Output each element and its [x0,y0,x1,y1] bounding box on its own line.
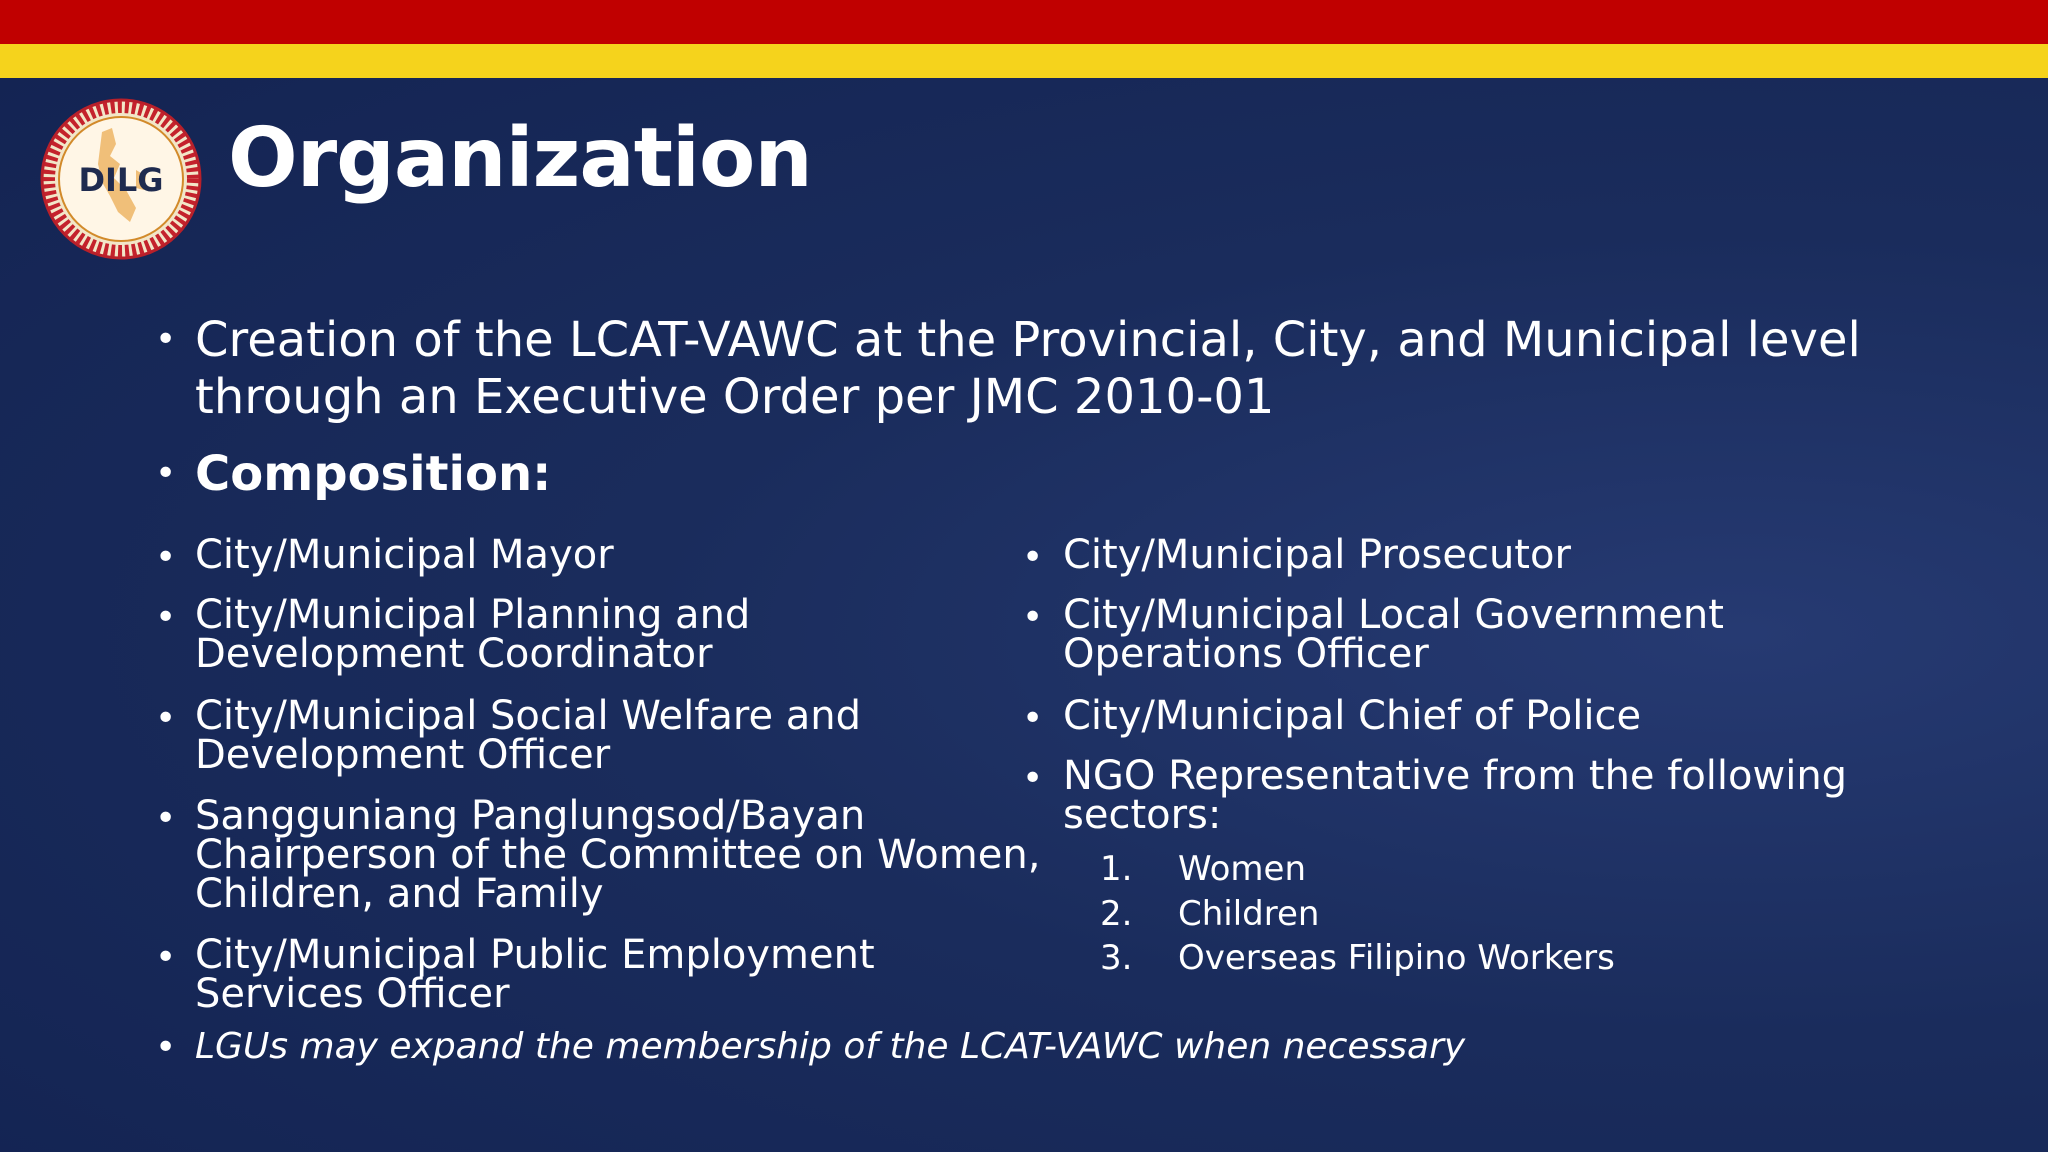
composition-item: City/Municipal Social Welfare and Development Officer [195,693,862,778]
bullet-icon: • [155,597,177,638]
composition-item: NGO Representative from the following sectors: [1063,753,1848,838]
composition-item: Sangguniang Panglungsod/Bayan Chairperson of the Committee on Women, Children, and Family [195,793,1041,917]
bullet-icon: • [155,537,177,578]
bullet-icon: • [155,453,177,494]
list-number: 2. [1100,894,1133,934]
bullet-icon: • [155,798,177,839]
creation-text: Creation of the LCAT-VAWC at the Provincial, City, and Municipal level through an Executive Order per JMC 2010-01 [195,312,1861,425]
composition-item: City/Municipal Local Government Operations Officer [1063,592,1724,677]
dilg-seal-icon [40,98,202,260]
bullet-icon: • [155,1027,177,1068]
bullet-icon: • [1022,758,1044,799]
list-number: 1. [1100,849,1133,889]
composition-heading: Composition: [195,446,552,502]
bullet-icon: • [155,319,177,360]
sector-item: Women [1178,849,1307,889]
sector-item: Overseas Filipino Workers [1178,938,1615,978]
composition-item: City/Municipal Chief of Police [1063,693,1642,739]
header-yellow-stripe [0,44,2048,78]
bullet-icon: • [1022,698,1044,739]
logo-text: DILG [78,161,164,199]
list-number: 3. [1100,938,1133,978]
membership-note: LGUs may expand the membership of the LCAT-VAWC when necessary [195,1026,1466,1067]
header-red-stripe [0,0,2048,44]
bullet-icon: • [1022,537,1044,578]
composition-item: City/Municipal Mayor [195,532,614,578]
bullet-icon: • [155,937,177,978]
composition-item: City/Municipal Planning and Development Coordinator [195,592,751,677]
page-title: Organization [228,111,812,206]
composition-item: City/Municipal Public Employment Services Officer [195,932,875,1017]
bullet-icon: • [1022,597,1044,638]
composition-item: City/Municipal Prosecutor [1063,532,1571,578]
sector-item: Children [1178,894,1320,934]
bullet-icon: • [155,698,177,739]
